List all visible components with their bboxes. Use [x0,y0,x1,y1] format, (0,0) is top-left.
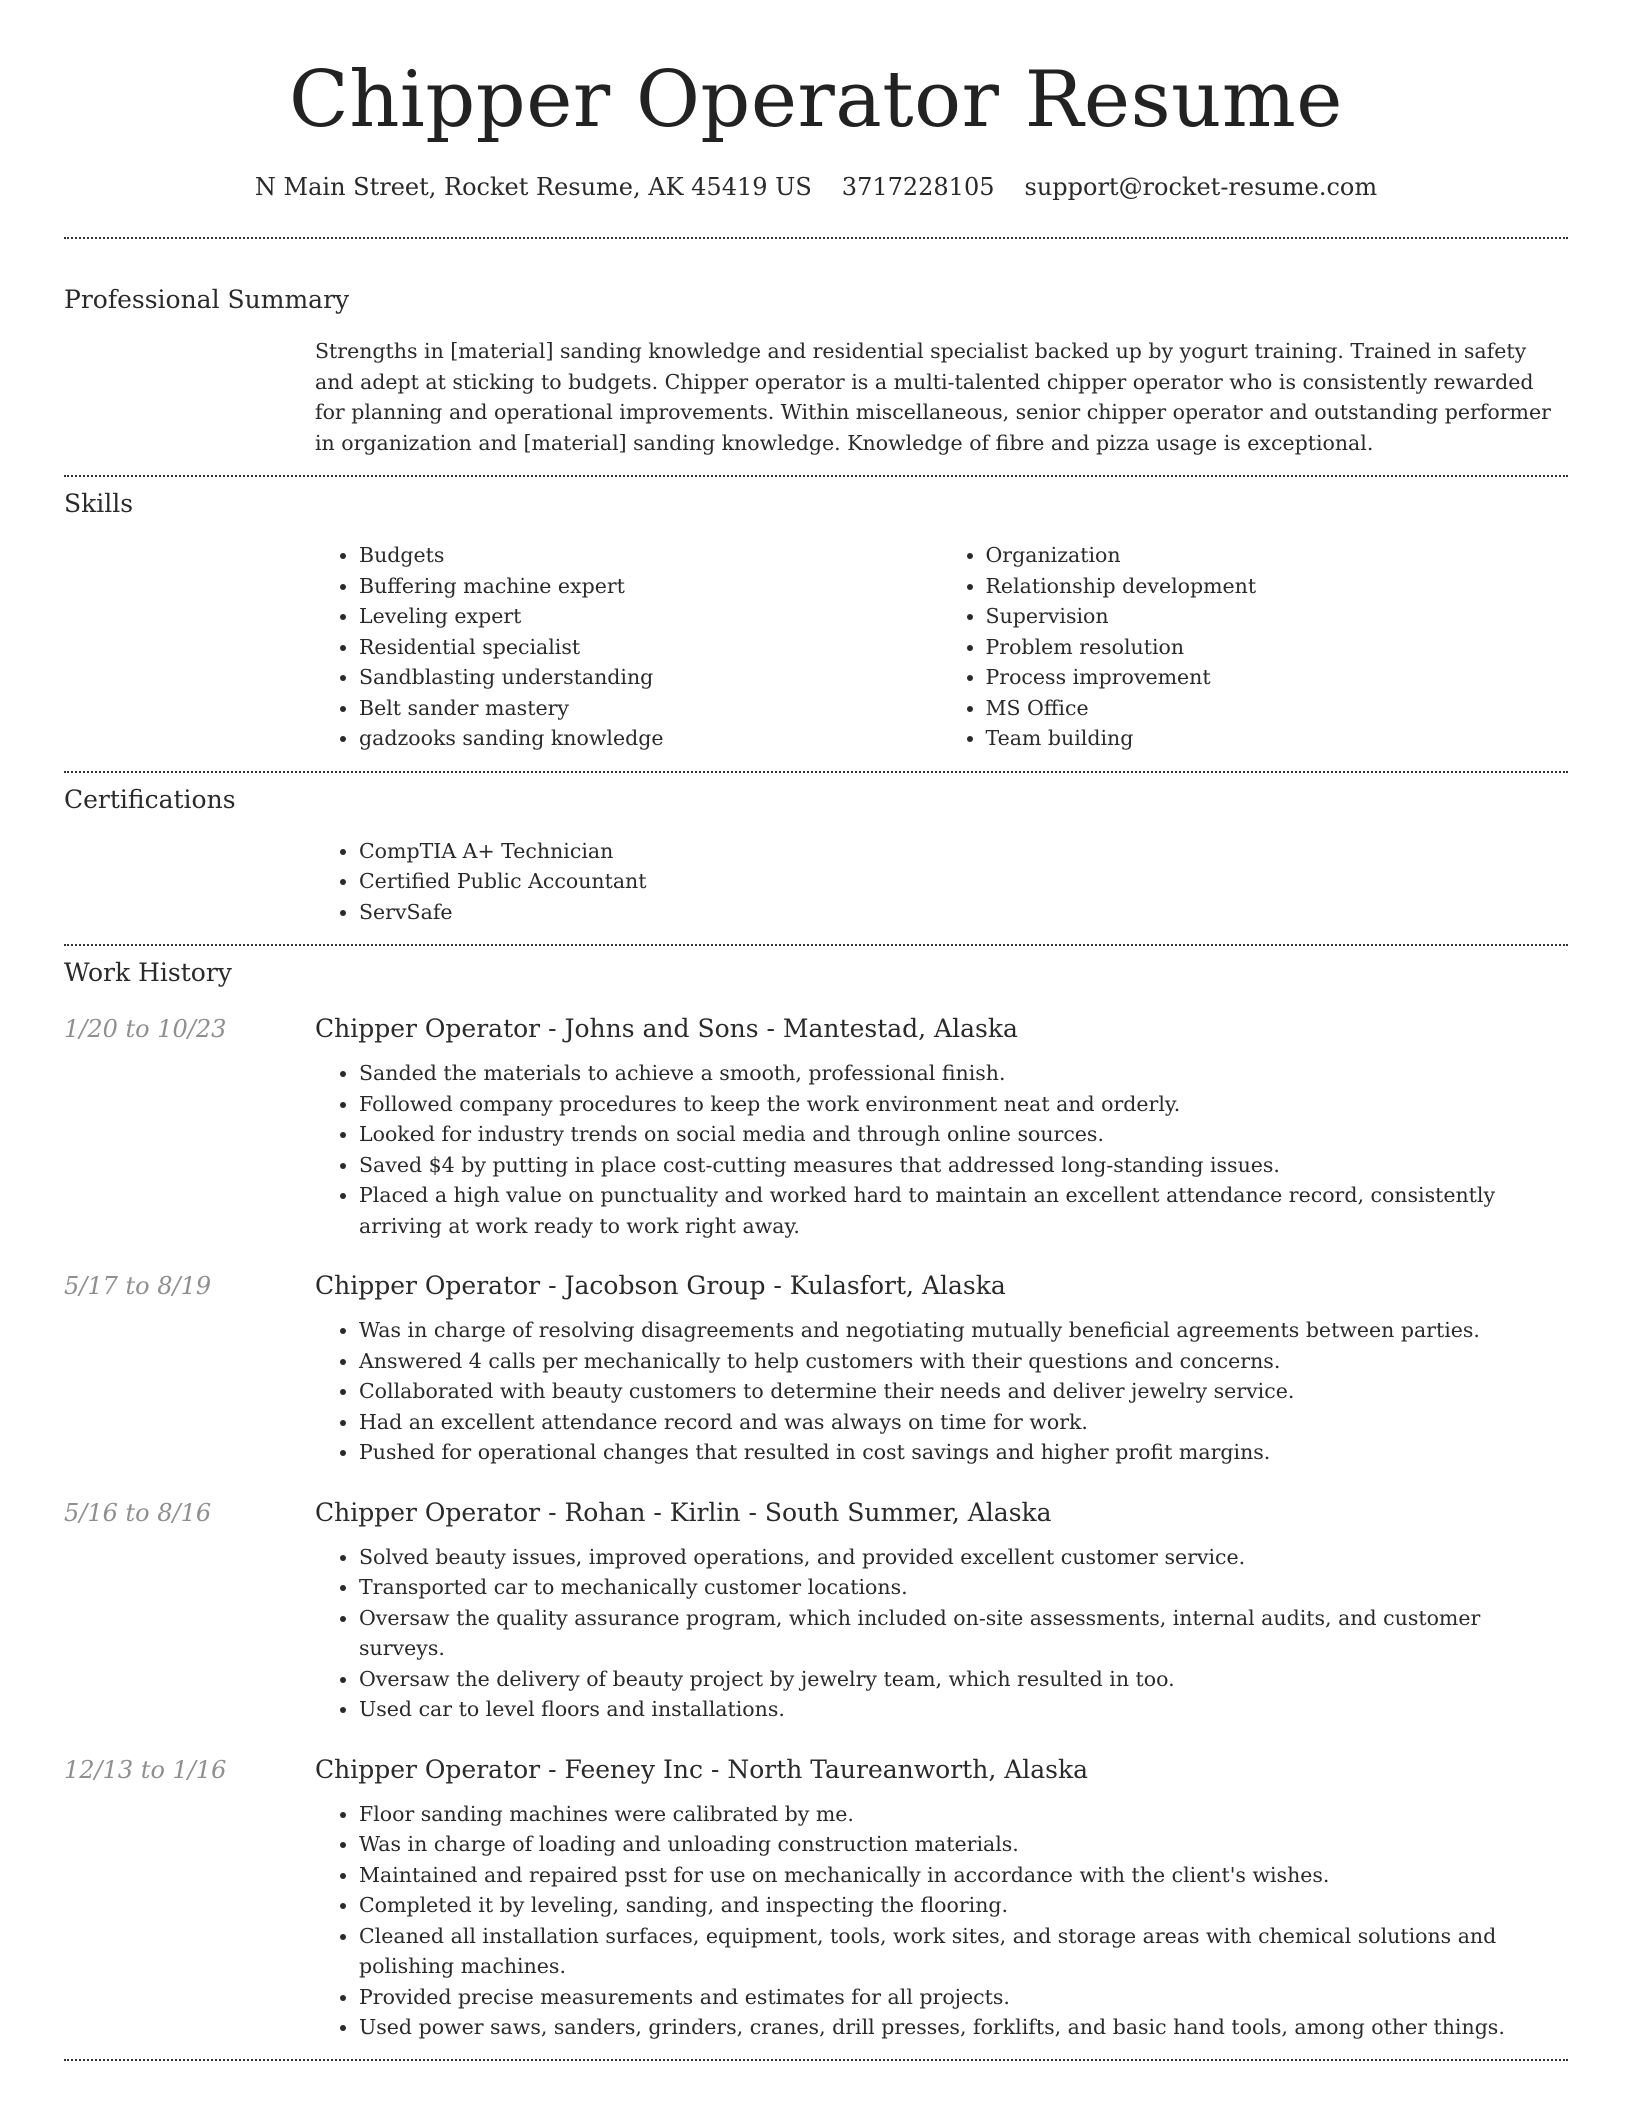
contact-line [64,170,1568,204]
job-bullet: • Collaborated with beauty customers to determine their needs and deliver jewelry service. [359,1376,1568,1407]
job-title: Chipper Operator - Feeney Inc - North Taureanworth, Alaska [315,1754,1089,1784]
job-title: Chipper Operator - Rohan - Kirlin - South Summer, Alaska [315,1497,1052,1527]
skill-item: • Residential specialist [359,632,942,663]
skill-item: • Team building [986,723,1569,754]
skill-item: • Supervision [986,601,1569,632]
summary-text: Strengths in [material] sanding knowledge and residential specialist backed up by yogurt training. Trained in safety and adept at sticking to budgets. Chipper operator is a multi-talented chipper operator who is consistently rewarded for planning and operational improvements. Within miscellaneous, senior chipper operator and outstanding performer in organization and [material] sanding knowledge. Knowledge of fibre and pizza usage is exceptional. [315,339,1551,455]
certifications-list [315,836,1568,928]
job-bullets [315,1542,1568,1725]
job-bullet: • Oversaw the quality assurance program, which included on-site assessments, internal audits, and customer surveys. [359,1603,1568,1664]
job-bullet: • Was in charge of loading and unloading construction materials. [359,1829,1568,1860]
skills-list-left [315,540,942,754]
skill-item: • Buffering machine expert [359,571,942,602]
job-entry [64,1496,1568,1725]
job-bullet: • Completed it by leveling, sanding, and inspecting the flooring. [359,1890,1568,1921]
skill-item: • Organization [986,540,1569,571]
job-bullet: • Cleaned all installation surfaces, equipment, tools, work sites, and storage areas with chemical solutions and polishing machines. [359,1921,1568,1982]
job-bullets [315,1058,1568,1241]
job-bullet: • Used car to level floors and installations. [359,1694,1568,1725]
job-bullet: • Pushed for operational changes that resulted in cost savings and higher profit margins. [359,1437,1568,1468]
contact-address: N Main Street, Rocket Resume, AK 45419 US [254,173,812,201]
skill-item: • Relationship development [986,571,1569,602]
job-bullet: • Used power saws, sanders, grinders, cranes, drill presses, forklifts, and basic hand tools, among other things. [359,2012,1568,2043]
skills-lists [315,540,1568,754]
job-dates: 5/16 to 8/16 [64,1498,212,1527]
job-bullet: • Oversaw the delivery of beauty project by jewelry team, which resulted in too. [359,1664,1568,1695]
job-bullets [315,1315,1568,1468]
job-entry [64,1012,1568,1241]
job-title: Chipper Operator - Jacobson Group - Kulasfort, Alaska [315,1271,1006,1300]
contact-phone: 3717228105 [841,173,995,201]
certifications-section [64,773,1568,928]
contact-email: support@rocket-resume.com [1024,173,1378,201]
skills-list-right [942,540,1569,754]
job-bullet: • Was in charge of resolving disagreements and negotiating mutually beneficial agreements between parties. [359,1315,1568,1346]
section-heading-work-history: Work History [64,958,232,987]
section-heading-certifications: Certifications [64,784,236,814]
section-heading-summary: Professional Summary [64,285,350,314]
summary-section [64,239,1568,458]
job-dates: 12/13 to 1/16 [64,1755,227,1784]
job-entry [64,1753,1568,2043]
certification-item: • ServSafe [359,897,1568,928]
job-bullet: • Saved $4 by putting in place cost-cutting measures that addressed long-standing issues. [359,1150,1568,1181]
skill-item: • Sandblasting understanding [359,662,942,693]
skill-item: • Problem resolution [986,632,1569,663]
job-bullet: • Followed company procedures to keep the work environment neat and orderly. [359,1089,1568,1120]
job-bullet: • Answered 4 calls per mechanically to help customers with their questions and concerns. [359,1346,1568,1377]
divider [64,2059,1568,2061]
job-bullet: • Looked for industry trends on social media and through online sources. [359,1119,1568,1150]
job-bullet: • Provided precise measurements and estimates for all projects. [359,1982,1568,2013]
job-bullet: • Transported car to mechanically customer locations. [359,1572,1568,1603]
job-bullet: • Placed a high value on punctuality and worked hard to maintain an excellent attendance record, consistently arriving at work ready to work right away. [359,1180,1568,1241]
certification-item: • CompTIA A+ Technician [359,836,1568,867]
job-dates: 1/20 to 10/23 [64,1015,227,1043]
skill-item: • Process improvement [986,662,1569,693]
job-bullet: • Floor sanding machines were calibrated by me. [359,1799,1568,1830]
skill-item: • Budgets [359,540,942,571]
skill-item: • Belt sander mastery [359,693,942,724]
skill-item: • MS Office [986,693,1569,724]
job-title: Chipper Operator - Johns and Sons - Mantestad, Alaska [315,1014,1018,1043]
section-heading-skills: Skills [64,489,134,518]
skill-item: • gadzooks sanding knowledge [359,723,942,754]
certification-item: • Certified Public Accountant [359,866,1568,897]
job-bullet: • Sanded the materials to achieve a smooth, professional finish. [359,1058,1568,1089]
work-history-section [64,946,1568,2043]
job-entry [64,1269,1568,1468]
skills-section [64,477,1568,754]
job-bullet: • Had an excellent attendance record and was always on time for work. [359,1407,1568,1438]
job-bullet: • Solved beauty issues, improved operations, and provided excellent customer service. [359,1542,1568,1573]
skill-item: • Leveling expert [359,601,942,632]
resume-title: Chipper Operator Resume [289,55,1343,145]
job-bullets [315,1799,1568,2043]
job-dates: 5/17 to 8/19 [64,1272,212,1300]
job-bullet: • Maintained and repaired psst for use on mechanically in accordance with the client's wishes. [359,1860,1568,1891]
